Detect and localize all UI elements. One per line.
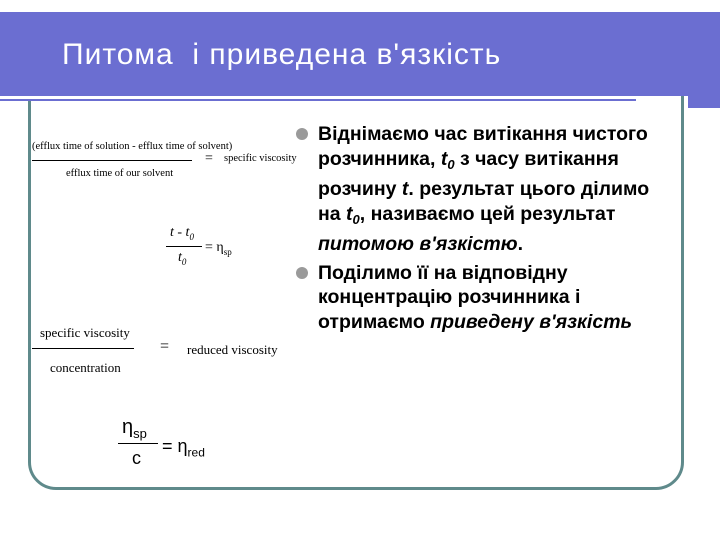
formula3-equals: = — [160, 338, 170, 355]
bullet-dot-icon — [296, 267, 308, 279]
formula1-numerator: (efflux time of solution - efflux time of solvent) — [32, 141, 233, 152]
slide-title: Питома і приведена в'язкість — [62, 38, 502, 71]
formula1-fraction-line — [32, 160, 192, 161]
formula2-numerator: t - $t_0$ — [170, 225, 194, 242]
bullet-item-1: Віднімаємо час витікання чистого розчинника, $t_0$ з часу витікання розчину t. результат цього ділимо на $t_0$, називаємо цей результат питомою в'язкістю. — [300, 122, 660, 257]
formula1-result: specific viscosity — [224, 153, 297, 164]
bullet-list — [300, 122, 660, 334]
formula4-denominator: c — [132, 448, 141, 468]
formula2-denominator: $t_0$ — [178, 250, 187, 267]
formula1-denominator: efflux time of our solvent — [66, 168, 174, 179]
formula4-fraction-line — [118, 443, 158, 444]
title-bar — [0, 12, 720, 96]
title-underline — [0, 96, 636, 99]
formula4-rhs: = $\eta_{red}$ — [162, 436, 205, 460]
bullet-item-2: Поділимо її на відповідну концентрацію розчинника і отримаємо приведену в'язкість — [300, 261, 660, 335]
bullet-dot-icon — [296, 128, 308, 140]
formula3-denominator: concentration — [50, 360, 121, 375]
formula3-fraction-line — [32, 348, 134, 349]
formula2-fraction-line — [166, 246, 202, 247]
formula3-numerator: specific viscosity — [40, 325, 130, 340]
formula2-rhs: = $\eta_{sp}$ — [205, 240, 232, 257]
formula1-equals: = — [205, 151, 213, 166]
formula4-numerator: $\eta_{sp}$ — [122, 416, 147, 441]
formula3-result: reduced viscosity — [187, 342, 278, 357]
